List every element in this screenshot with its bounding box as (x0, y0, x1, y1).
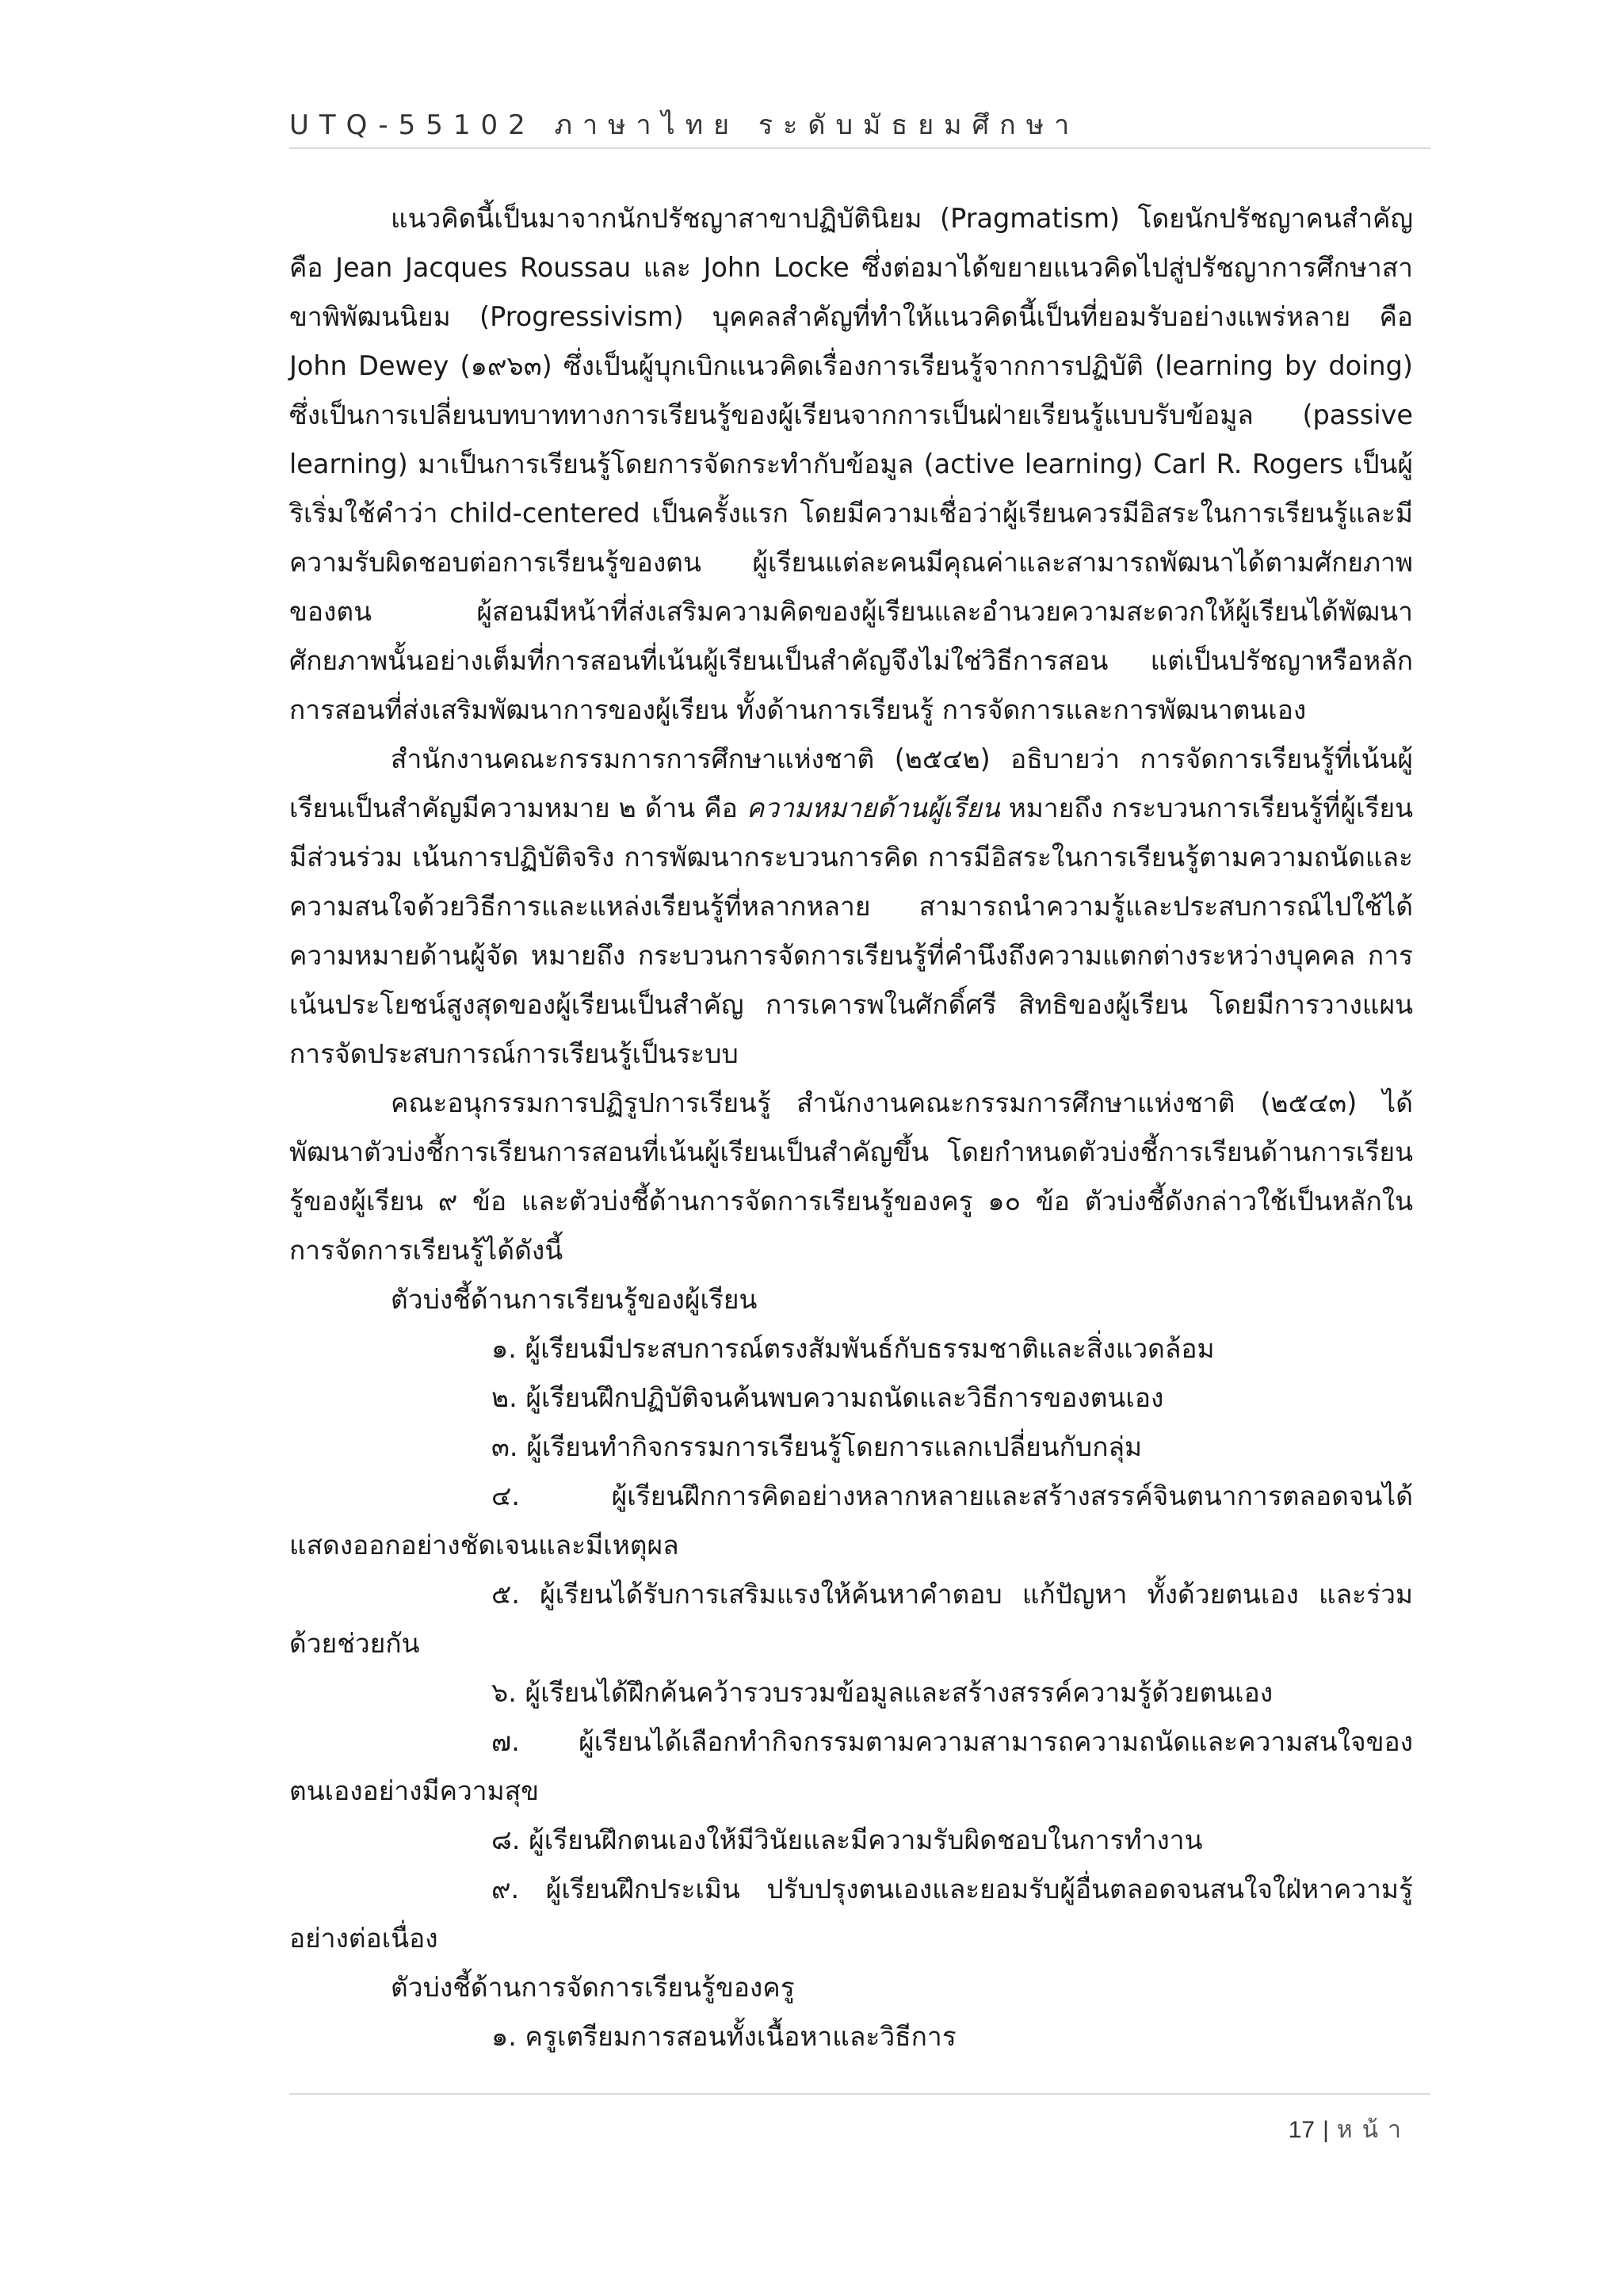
learner-indicator-item: ๕. ผู้เรียนได้รับการเสริมแรงให้ค้นหาคำตอบ แก้ปัญหา ทั้งด้วยตนเอง และร่วมด้วยช่วยกัน (289, 1579, 1413, 1659)
learner-indicator-item: ๖. ผู้เรียนได้ฝึกค้นคว้ารวบรวมข้อมูลและสร้างสรรค์ความรู้ด้วยตนเอง (491, 1677, 1274, 1708)
teacher-indicator-item: ๑. ครูเตรียมการสอนทั้งเนื้อหาและวิธีการ (491, 2021, 957, 2052)
page-footer (1289, 2111, 1411, 2149)
paragraph-onec-text-2: หมายถึง กระบวนการเรียนรู้ที่ผู้เรียนมีส่วนร่วม เน้นการปฏิบัติจริง การพัฒนากระบวนการคิด การมีอิสระในการเรียนรู้ตามความถนัดและความสนใจด้วยวิธีการและแหล่งเรียนรู้ที่หลากหลาย สามารถนำความรู้และประสบการณ์ไปใช้ได้ ความหมายด้านผู้จัด หมายถึง กระบวนการจัดการเรียนรู้ที่คำนึงถึงความแตกต่างระหว่างบุคคล การเน้นประโยชน์สูงสุดของผู้เรียนเป็นสำคัญ การเคารพในศักดิ์ศรี สิทธิของผู้เรียน โดยมีการวางแผนการจัดประสบการณ์การเรียนรู้เป็นระบบ (289, 793, 1413, 1069)
paragraph-pragmatism: แนวคิดนี้เป็นมาจากนักปรัชญาสาขาปฏิบัตินิยม (Pragmatism) โดยนักปรัชญาคนสำคัญ คือ Jean Jacques Roussau และ John Locke ซึ่งต่อมาได้ขยายแนวคิดไปสู่ปรัชญาการศึกษาสาขาพิพัฒนนิยม (Progressivism) บุคคลสำคัญที่ทำให้แนวคิดนี้เป็นที่ยอมรับอย่างแพร่หลาย คือ John Dewey (๑๙๖๓) ซึ่งเป็นผู้บุกเบิกแนวคิดเรื่องการเรียนรู้จากการปฏิบัติ (learning by doing) ซึ่งเป็นการเปลี่ยนบทบาททางการเรียนรู้ของผู้เรียนจากการเป็นฝ่ายเรียนรู้แบบรับข้อมูล (passive learning) มาเป็นการเรียนรู้โดยการจัดกระทำกับข้อมูล (active learning) Carl R. Rogers เป็นผู้ริเริ่มใช้คำว่า child-centered เป็นครั้งแรก โดยมีความเชื่อว่าผู้เรียนควรมีอิสระในการเรียนรู้และมีความรับผิดชอบต่อการเรียนรู้ของตน ผู้เรียนแต่ละคนมีคุณค่าและสามารถพัฒนาได้ตามศักยภาพของตน ผู้สอนมีหน้าที่ส่งเสริมความคิดของผู้เรียนและอำนวยความสะดวกให้ผู้เรียนได้พัฒนาศักยภาพนั้นอย่างเต็มที่การสอนที่เน้นผู้เรียนเป็นสำคัญจึงไม่ใช่วิธีการสอน แต่เป็นปรัชญาหรือหลักการสอนที่ส่งเสริมพัฒนาการของผู้เรียน ทั้งด้านการเรียนรู้ การจัดการและการพัฒนาตนเอง (289, 203, 1413, 725)
learner-indicators-heading: ตัวบ่งชี้ด้านการเรียนรู้ของผู้เรียน (391, 1284, 758, 1315)
paragraph-onec-definition (289, 735, 1413, 1079)
learner-indicator-item: ๒. ผู้เรียนฝึกปฏิบัติจนค้นพบความถนัดและวิธีการของตนเอง (491, 1382, 1164, 1413)
running-header: UTQ-55102 ภาษาไทย ระดับมัธยมศึกษา (289, 109, 1080, 141)
learner-indicator-item: ๔. ผู้เรียนฝึกการคิดอย่างหลากหลายและสร้างสรรค์จินตนาการตลอดจนได้แสดงออกอย่างชัดเจนและมีเหตุผล (289, 1480, 1413, 1561)
learner-indicator-item: ๘. ผู้เรียนฝึกตนเองให้มีวินัยและมีความรับผิดชอบในการทำงาน (491, 1824, 1203, 1855)
page-number: 17 (1288, 2117, 1316, 2143)
page-word: หน้า (1336, 2117, 1411, 2143)
page-body (289, 194, 1413, 2061)
footer-separator: | (1323, 2117, 1329, 2143)
learner-indicator-item: ๑. ผู้เรียนมีประสบการณ์ตรงสัมพันธ์กับธรรมชาติและสิ่งแวดล้อม (491, 1333, 1215, 1364)
teacher-indicators-heading: ตัวบ่งชี้ด้านการจัดการเรียนรู้ของครู (391, 1972, 795, 2003)
paragraph-onec-text-1: สำนักงานคณะกรรมการการศึกษาแห่งชาติ (๒๕๔๒) อธิบายว่า การจัดการเรียนรู้ที่เน้นผู้เรียนเป็นสำคัญมีความหมาย ๒ ด้าน คือ (289, 743, 1413, 823)
header-divider (289, 147, 1430, 149)
paragraph-indicators-intro: คณะอนุกรรมการปฏิรูปการเรียนรู้ สำนักงานคณะกรรมการศึกษาแห่งชาติ (๒๕๔๓) ได้พัฒนาตัวบ่งชี้การเรียนการสอนที่เน้นผู้เรียนเป็นสำคัญขึ้น โดยกำหนดตัวบ่งชี้การเรียนด้านการเรียนรู้ของผู้เรียน ๙ ข้อ และตัวบ่งชี้ด้านการจัดการเรียนรู้ของครู ๑๐ ข้อ ตัวบ่งชี้ดังกล่าวใช้เป็นหลักในการจัดการเรียนรู้ได้ดังนี้ (289, 1087, 1413, 1266)
learner-indicator-item: ๗. ผู้เรียนได้เลือกทำกิจกรรมตามความสามารถความถนัดและความสนใจของตนเองอย่างมีความสุข (289, 1726, 1413, 1806)
learner-indicator-item: ๙. ผู้เรียนฝึกประเมิน ปรับปรุงตนเองและยอมรับผู้อื่นตลอดจนสนใจใฝ่หาความรู้อย่างต่อเนื่อง (289, 1874, 1413, 1954)
learner-meaning-term: ความหมายด้านผู้เรียน (746, 793, 1000, 823)
footer-divider (289, 2093, 1430, 2095)
learner-indicator-item: ๓. ผู้เรียนทำกิจกรรมการเรียนรู้โดยการแลกเปลี่ยนกับกลุ่ม (491, 1431, 1143, 1462)
